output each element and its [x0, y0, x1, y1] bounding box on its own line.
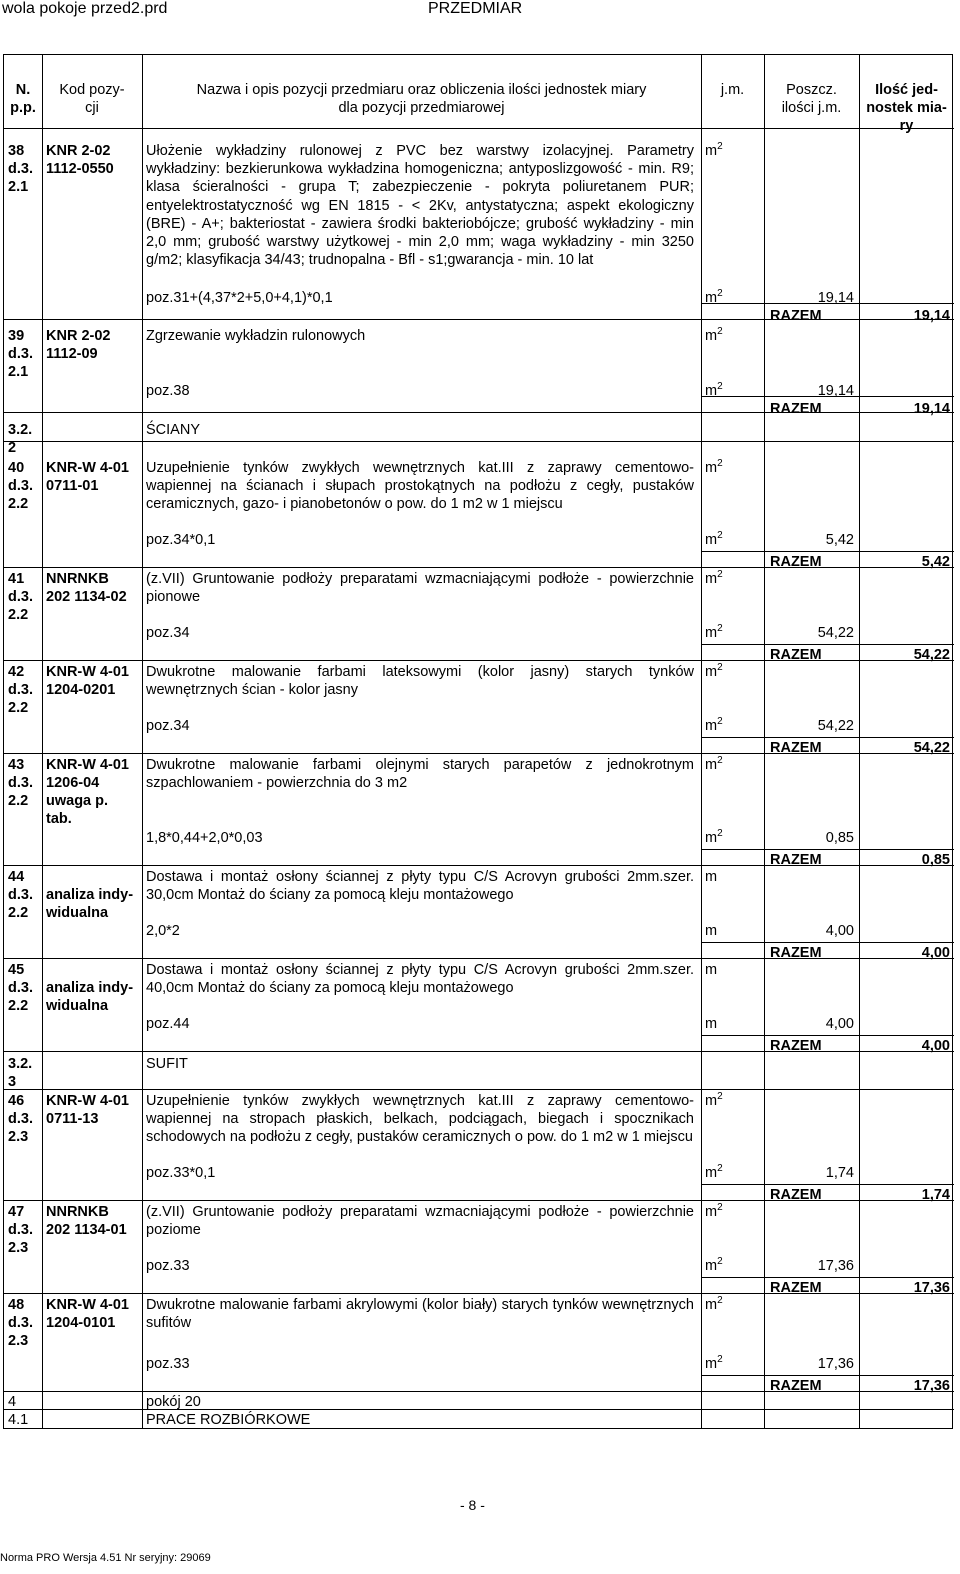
- total-quantity: 17,36: [913, 1378, 950, 1394]
- partial-quantity: 0,85: [825, 830, 854, 846]
- col-header-total: Ilość jed- nostek mia- ry: [866, 82, 947, 134]
- position-code: KNR-W 4-01 1206-04 uwaga p. tab.: [46, 757, 129, 827]
- formula-unit: m: [705, 1016, 718, 1032]
- superscript-2: 2: [717, 1295, 723, 1307]
- row-number: 4: [8, 1394, 17, 1410]
- quantity-formula: poz.34: [146, 718, 190, 734]
- quantity-formula: poz.33: [146, 1258, 190, 1274]
- position-description: Uzupełnienie tynków zwykłych wewnętrznych kat.III z zaprawy cementowo-wapiennej na stropach płaskich, belkach, podciągach, biegach i spocznikach schodowych na podłożu z cegły, pustaków ceramicznych o pow. do 1 m2 w 1 miejscu: [146, 1093, 694, 1146]
- partial-quantity: 54,22: [817, 625, 854, 641]
- superscript-2: 2: [717, 381, 723, 393]
- superscript-2: 2: [717, 458, 723, 470]
- row-number: 47 d.3. 2.3: [8, 1204, 33, 1256]
- superscript-2: 2: [717, 1163, 723, 1175]
- position-code: analiza indy- widualna: [46, 980, 134, 1014]
- page-header: [0, 0, 960, 22]
- total-quantity: 54,22: [913, 647, 950, 663]
- partial-quantity: 54,22: [817, 718, 854, 734]
- partial-quantity: 19,14: [817, 290, 854, 306]
- subtotal-divider: [701, 644, 954, 645]
- section-title: pokój 20: [146, 1394, 201, 1410]
- partial-quantity: 1,74: [825, 1165, 854, 1181]
- superscript-2: 2: [717, 326, 723, 338]
- position-description: (z.VII) Gruntowanie podłoży preparatami wzmacniającymi podłoże - powierzchnie pionowe: [146, 571, 694, 606]
- superscript-2: 2: [717, 141, 723, 153]
- total-quantity: 19,14: [913, 401, 950, 417]
- quantity-formula: poz.33: [146, 1356, 190, 1372]
- superscript-2: 2: [717, 1354, 723, 1366]
- subtotal-divider: [701, 1035, 954, 1036]
- total-label: RAZEM: [770, 647, 822, 663]
- row-divider: [4, 1089, 954, 1090]
- row-number: 43 d.3. 2.2: [8, 757, 33, 809]
- row-number: 45 d.3. 2.2: [8, 962, 33, 1014]
- position-description: Zgrzewanie wykładzin rulonowych: [146, 328, 366, 344]
- row-number: 41 d.3. 2.2: [8, 571, 33, 623]
- total-quantity: 5,42: [921, 554, 950, 570]
- row-number: 42 d.3. 2.2: [8, 664, 33, 716]
- subtotal-divider: [701, 551, 954, 552]
- quantity-formula: poz.33*0,1: [146, 1165, 216, 1181]
- formula-unit: $m^2$: [705, 288, 723, 306]
- formula-unit: $m^2$: [705, 1256, 723, 1274]
- position-code: KNR 2-02 1112-09: [46, 328, 111, 362]
- superscript-2: 2: [717, 755, 723, 767]
- subtotal-divider: [701, 849, 954, 850]
- superscript-2: 2: [717, 828, 723, 840]
- formula-unit: $m^2$: [705, 716, 723, 734]
- partial-quantity: 5,42: [825, 532, 854, 548]
- unit-label: m: [705, 962, 718, 978]
- row-number: 3.2. 2: [8, 422, 33, 456]
- partial-quantity: 19,14: [817, 383, 854, 399]
- position-description: ŚCIANY: [146, 422, 200, 438]
- header-divider: [4, 128, 954, 129]
- partial-quantity: 17,36: [817, 1356, 854, 1372]
- total-label: RAZEM: [770, 1280, 822, 1296]
- partial-quantity: 4,00: [825, 1016, 854, 1032]
- position-description: Dostawa i montaż osłony ściannej z płyty typu C/S Acrovyn grubości 2mm.szer. 30,0cm Montaż do ściany za pomocą kleju montażowego: [146, 869, 694, 904]
- formula-unit: $m^2$: [705, 1163, 723, 1181]
- estimate-table: [3, 54, 953, 1429]
- file-name: wola pokoje przed2.prd: [2, 0, 168, 17]
- partial-quantity: 17,36: [817, 1258, 854, 1274]
- position-description: Dwukrotne malowanie farbami lateksowymi (kolor jasny) starych tynków wewnętrznych ścian - kolor jasny: [146, 664, 694, 699]
- subtotal-divider: [701, 1277, 954, 1278]
- total-label: RAZEM: [770, 740, 822, 756]
- position-code: NNRNKB 202 1134-01: [46, 1204, 127, 1238]
- total-quantity: 0,85: [921, 852, 950, 868]
- position-code: KNR-W 4-01 1204-0201: [46, 664, 129, 698]
- row-number: 44 d.3. 2.2: [8, 869, 33, 921]
- row-number: 39 d.3. 2.1: [8, 328, 33, 380]
- partial-quantity: 4,00: [825, 923, 854, 939]
- document-title: PRZEDMIAR: [428, 0, 523, 17]
- section-title: PRACE ROZBIÓRKOWE: [146, 1412, 311, 1428]
- total-quantity: 54,22: [913, 740, 950, 756]
- superscript-2: 2: [717, 1202, 723, 1214]
- row-number: 46 d.3. 2.3: [8, 1093, 33, 1145]
- col-divider: [701, 55, 702, 1428]
- position-code: KNR-W 4-01 0711-13: [46, 1093, 129, 1127]
- formula-unit: $m^2$: [705, 828, 723, 846]
- total-quantity: 1,74: [921, 1187, 950, 1203]
- position-code: NNRNKB 202 1134-02: [46, 571, 127, 605]
- position-description: Dwukrotne malowanie farbami akrylowymi (kolor biały) starych tynków wewnętrznych sufitów: [146, 1297, 694, 1332]
- superscript-2: 2: [717, 1091, 723, 1103]
- position-description: (z.VII) Gruntowanie podłoży preparatami wzmacniającymi podłoże - powierzchnie poziome: [146, 1204, 694, 1239]
- total-label: RAZEM: [770, 308, 822, 324]
- unit-label: $m^2$: [705, 1202, 723, 1220]
- position-description: Dwukrotne malowanie farbami olejnymi starych parapetów z jednokrotnym szpachlowaniem - powierzchnia do 3 m2: [146, 757, 694, 792]
- unit-label: $m^2$: [705, 326, 723, 344]
- formula-unit: $m^2$: [705, 530, 723, 548]
- row-number: 4.1: [8, 1412, 29, 1428]
- unit-label: m: [705, 869, 718, 885]
- col-divider: [142, 55, 143, 1428]
- col-header-partial: Poszcz. ilości j.m.: [781, 82, 842, 116]
- subtotal-divider: [701, 737, 954, 738]
- col-divider: [42, 55, 43, 1428]
- superscript-2: 2: [717, 662, 723, 674]
- subtotal-divider: [701, 1375, 954, 1376]
- position-code: KNR-W 4-01 0711-01: [46, 460, 129, 494]
- total-label: RAZEM: [770, 1038, 822, 1054]
- col-header-unit: j.m.: [720, 82, 745, 98]
- unit-label: $m^2$: [705, 141, 723, 159]
- unit-label: $m^2$: [705, 458, 723, 476]
- col-header-np: N. p.p.: [10, 82, 36, 116]
- quantity-formula: poz.34: [146, 625, 190, 641]
- formula-unit: m: [705, 923, 718, 939]
- footer-text: Norma PRO Wersja 4.51 Nr seryjny: 29069: [0, 1552, 211, 1564]
- position-code: KNR 2-02 1112-0550: [46, 143, 114, 177]
- position-code: KNR-W 4-01 1204-0101: [46, 1297, 129, 1331]
- col-divider: [764, 55, 765, 1428]
- unit-label: $m^2$: [705, 1091, 723, 1109]
- subtotal-divider: [701, 1184, 954, 1185]
- unit-label: $m^2$: [705, 1295, 723, 1313]
- superscript-2: 2: [717, 288, 723, 300]
- row-number: 40 d.3. 2.2: [8, 460, 33, 512]
- position-description: Ułożenie wykładziny rulonowej z PVC bez warstwy izolacyjnej. Parametry wykładziny: bezkierunkowa wykładzina homogeniczna; antyposlizgowość - min. R9; klasa ścieralności - grupa T; zabezpieczenie - pokryta poliuretanem PUR; entyelektrostatyczność wg EN 1815 - < 2Kv, antystatyczna; aspekt ekologiczny (BRE) - A+; bakteriostat - zawiera środki bakteriobójcze; grubość wykładziny - min 2,0 mm; grubość warstwy użytkowej - min 2,0 mm; waga wykładziny - min 3250 g/m2; klasyfikacja 34/43; trudnopalna - Bfl - s1;gwarancja - min. 10 lat: [146, 143, 694, 269]
- unit-label: $m^2$: [705, 569, 723, 587]
- position-description: Dostawa i montaż osłony ściannej z płyty typu C/S Acrovyn grubości 2mm.szer. 40,0cm Montaż do ściany za pomocą kleju montażowego: [146, 962, 694, 997]
- position-code: analiza indy- widualna: [46, 887, 134, 921]
- superscript-2: 2: [717, 716, 723, 728]
- row-number: 38 d.3. 2.1: [8, 143, 33, 195]
- formula-unit: $m^2$: [705, 1354, 723, 1372]
- superscript-2: 2: [717, 1256, 723, 1268]
- total-label: RAZEM: [770, 554, 822, 570]
- total-label: RAZEM: [770, 401, 822, 417]
- total-quantity: 4,00: [921, 945, 950, 961]
- total-label: RAZEM: [770, 1378, 822, 1394]
- position-description: SUFIT: [146, 1056, 188, 1072]
- total-label: RAZEM: [770, 852, 822, 868]
- total-quantity: 17,36: [913, 1280, 950, 1296]
- formula-unit: $m^2$: [705, 381, 723, 399]
- page-number: - 8 -: [460, 1497, 485, 1513]
- quantity-formula: poz.44: [146, 1016, 190, 1032]
- superscript-2: 2: [717, 569, 723, 581]
- total-quantity: 19,14: [913, 308, 950, 324]
- row-number: 48 d.3. 2.3: [8, 1297, 33, 1349]
- col-header-code: Kod pozy- cji: [59, 82, 125, 116]
- quantity-formula: 1,8*0,44+2,0*0,03: [146, 830, 263, 846]
- row-divider: [4, 441, 954, 442]
- quantity-formula: poz.38: [146, 383, 190, 399]
- unit-label: $m^2$: [705, 662, 723, 680]
- quantity-formula: poz.31+(4,37*2+5,0+4,1)*0,1: [146, 290, 333, 306]
- total-label: RAZEM: [770, 945, 822, 961]
- superscript-2: 2: [717, 623, 723, 635]
- unit-label: $m^2$: [705, 755, 723, 773]
- quantity-formula: 2,0*2: [146, 923, 180, 939]
- col-header-name: Nazwa i opis pozycji przedmiaru oraz obliczenia ilości jednostek miary dla pozycji przedmiarowej: [196, 82, 647, 116]
- subtotal-divider: [701, 942, 954, 943]
- total-quantity: 4,00: [921, 1038, 950, 1054]
- row-number: 3.2. 3: [8, 1056, 33, 1090]
- formula-unit: $m^2$: [705, 623, 723, 641]
- superscript-2: 2: [717, 530, 723, 542]
- quantity-formula: poz.34*0,1: [146, 532, 216, 548]
- position-description: Uzupełnienie tynków zwykłych wewnętrznych kat.III z zaprawy cementowo-wapiennej na ścianach i słupach prostokątnych na podłożu z cegły, pustaków ceramicznych, gazo- i pianobetonów o pow. do 1 m2 w 1 miejscu: [146, 460, 694, 513]
- total-label: RAZEM: [770, 1187, 822, 1203]
